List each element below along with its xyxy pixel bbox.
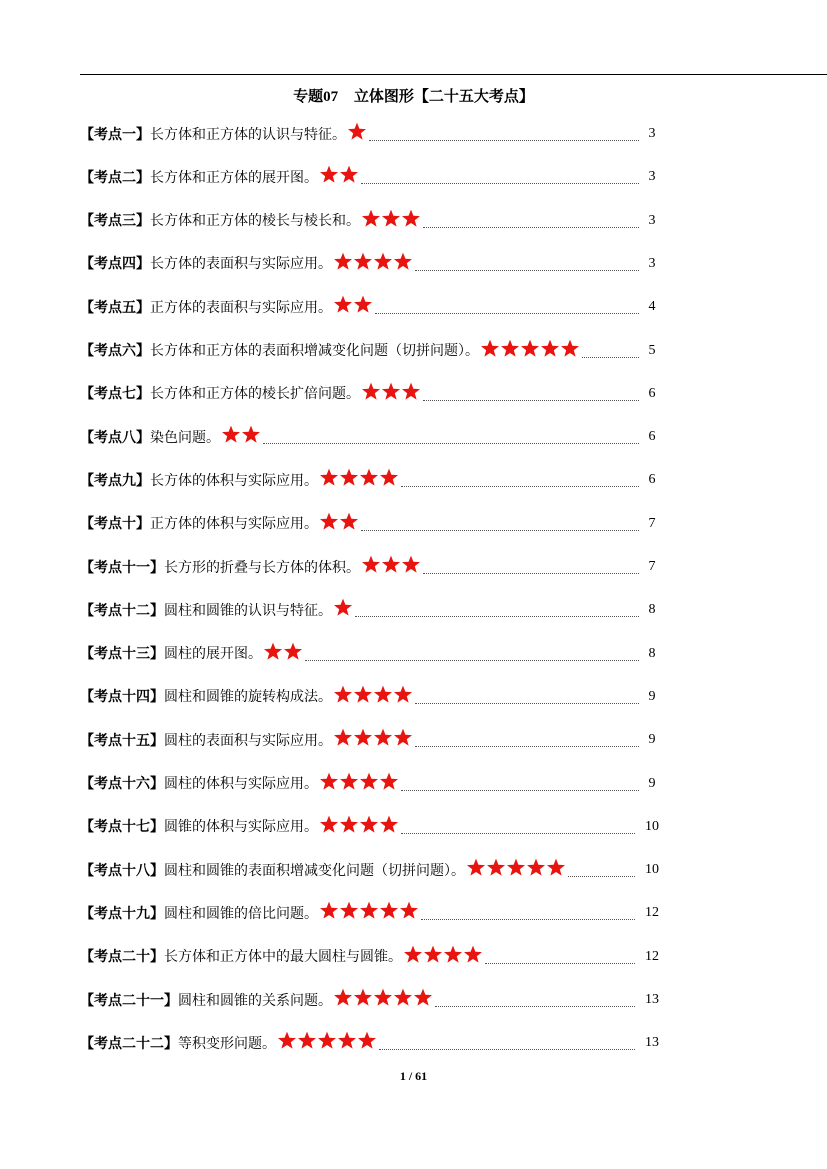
star-icon	[333, 685, 353, 708]
toc-entry-label: 【考点二十】	[80, 949, 164, 966]
difficulty-stars	[333, 685, 413, 708]
toc-leader-dots	[415, 745, 639, 747]
difficulty-stars	[466, 858, 566, 881]
star-icon	[319, 468, 339, 491]
toc-page-number: 9	[648, 732, 656, 748]
star-icon	[339, 468, 359, 491]
star-icon	[423, 945, 443, 968]
page-number-footer: 1 / 61	[399, 1069, 428, 1083]
toc-leader-dots	[305, 659, 639, 661]
difficulty-stars	[319, 512, 359, 535]
star-icon	[359, 901, 379, 924]
toc-leader-dots	[582, 356, 639, 358]
toc-entry-label: 【考点十五】	[80, 732, 164, 749]
star-icon	[393, 685, 413, 708]
toc-page-number: 7	[648, 515, 656, 531]
toc-entry[interactable]	[80, 762, 399, 805]
toc-page-number: 3	[648, 212, 656, 228]
toc-leader-dots	[485, 962, 635, 964]
toc-entry-label: 【考点九】	[80, 472, 150, 489]
toc-page-number: 3	[648, 169, 656, 185]
star-icon	[317, 1031, 337, 1054]
toc-entry[interactable]	[80, 891, 419, 934]
toc-entry-label: 【考点十七】	[80, 819, 164, 836]
star-icon	[540, 339, 560, 362]
difficulty-stars	[333, 728, 413, 751]
difficulty-stars	[333, 252, 413, 275]
star-icon	[401, 555, 421, 578]
toc-leader-dots	[361, 182, 639, 184]
star-icon	[337, 1031, 357, 1054]
toc-entry-label: 【考点十三】	[80, 646, 164, 663]
star-icon	[357, 1031, 377, 1054]
toc-entry-label: 【考点七】	[80, 386, 150, 403]
difficulty-stars	[221, 425, 261, 448]
difficulty-stars	[319, 772, 399, 795]
star-icon	[339, 815, 359, 838]
difficulty-stars	[319, 468, 399, 491]
toc-entry-title: 圆柱的展开图。	[164, 646, 262, 663]
toc-entry[interactable]	[80, 285, 373, 328]
title-prefix: 专题	[293, 87, 324, 105]
toc-leader-dots	[401, 832, 635, 834]
star-icon	[373, 685, 393, 708]
star-icon	[319, 165, 339, 188]
toc-leader-dots	[263, 442, 639, 444]
toc-entry-label: 【考点二十二】	[80, 1035, 178, 1052]
toc-page-number: 9	[648, 775, 656, 791]
toc-entry-title: 圆柱和圆锥的倍比问题。	[164, 905, 318, 922]
page-title	[0, 85, 827, 106]
star-icon	[466, 858, 486, 881]
toc-page-number: 8	[648, 645, 656, 661]
star-icon	[353, 988, 373, 1011]
difficulty-stars	[263, 642, 303, 665]
toc-entry-label: 【考点十】	[80, 516, 150, 533]
star-icon	[297, 1031, 317, 1054]
toc-entry-title: 长方体和正方体的认识与特征。	[150, 126, 346, 143]
star-icon	[339, 901, 359, 924]
difficulty-stars	[361, 209, 421, 232]
star-icon	[263, 642, 283, 665]
toc-leader-dots	[401, 789, 639, 791]
star-icon	[333, 988, 353, 1011]
toc-entry-label: 【考点二十一】	[80, 992, 178, 1009]
star-icon	[361, 382, 381, 405]
toc-entry-label: 【考点五】	[80, 299, 150, 316]
toc-page-number: 12	[645, 905, 659, 921]
star-icon	[379, 901, 399, 924]
star-icon	[401, 382, 421, 405]
star-icon	[520, 339, 540, 362]
difficulty-stars	[333, 598, 353, 621]
toc-page-number: 3	[648, 255, 656, 271]
star-icon	[333, 728, 353, 751]
star-icon	[359, 772, 379, 795]
star-icon	[379, 772, 399, 795]
star-icon	[560, 339, 580, 362]
star-icon	[381, 555, 401, 578]
star-icon	[399, 901, 419, 924]
star-icon	[413, 988, 433, 1011]
star-icon	[353, 295, 373, 318]
toc-leader-dots	[421, 918, 635, 920]
star-icon	[393, 252, 413, 275]
star-icon	[373, 728, 393, 751]
toc-entry-label: 【考点十八】	[80, 862, 164, 879]
toc-entry[interactable]	[80, 1021, 377, 1064]
toc-leader-dots	[415, 702, 639, 704]
toc-leader-dots	[375, 312, 639, 314]
toc-entry-title: 长方体的体积与实际应用。	[150, 472, 318, 489]
toc-entry-title: 长方体和正方体的展开图。	[150, 169, 318, 186]
star-icon	[319, 772, 339, 795]
star-icon	[283, 642, 303, 665]
toc-entry[interactable]	[80, 935, 483, 978]
star-icon	[339, 165, 359, 188]
toc-leader-dots	[568, 875, 635, 877]
toc-entry[interactable]	[80, 805, 399, 848]
toc-entry-label: 【考点十一】	[80, 559, 164, 576]
toc-entry-title: 正方体的表面积与实际应用。	[150, 299, 332, 316]
toc-entry-label: 【考点十二】	[80, 602, 164, 619]
toc-entry-title: 圆柱和圆锥的旋转构成法。	[164, 689, 332, 706]
star-icon	[403, 945, 423, 968]
star-icon	[359, 815, 379, 838]
toc-entry-title: 圆柱和圆锥的表面积增减变化问题（切拼问题）。	[164, 862, 465, 879]
difficulty-stars	[403, 945, 483, 968]
star-icon	[221, 425, 241, 448]
star-icon	[480, 339, 500, 362]
toc-entry-title: 圆柱和圆锥的关系问题。	[178, 992, 332, 1009]
star-icon	[241, 425, 261, 448]
star-icon	[463, 945, 483, 968]
star-icon	[339, 772, 359, 795]
toc-entry-label: 【考点二】	[80, 169, 150, 186]
toc-leader-dots	[355, 615, 639, 617]
toc-entry[interactable]	[80, 458, 399, 501]
toc-entry-label: 【考点十九】	[80, 905, 164, 922]
star-icon	[506, 858, 526, 881]
toc-entry-label: 【考点六】	[80, 343, 150, 359]
star-icon	[443, 945, 463, 968]
toc-entry-title: 染色问题。	[150, 429, 220, 446]
toc-entry-label: 【考点十六】	[80, 776, 164, 792]
difficulty-stars	[277, 1031, 377, 1054]
difficulty-stars	[333, 295, 373, 318]
star-icon	[277, 1031, 297, 1054]
toc-entry[interactable]	[80, 199, 421, 242]
toc-entry[interactable]	[80, 155, 359, 198]
toc-leader-dots	[401, 485, 639, 487]
toc-entry-label: 【考点四】	[80, 256, 150, 273]
star-icon	[359, 468, 379, 491]
toc-entry[interactable]	[80, 718, 413, 761]
toc-page-number: 5	[648, 342, 656, 358]
toc-leader-dots	[361, 529, 639, 531]
toc-entry[interactable]	[80, 675, 413, 718]
difficulty-stars	[319, 901, 419, 924]
star-icon	[353, 685, 373, 708]
star-icon	[333, 598, 353, 621]
toc-entry-title: 正方体的体积与实际应用。	[150, 516, 318, 533]
toc-entry[interactable]	[80, 978, 433, 1021]
toc-page-number: 3	[648, 126, 656, 141]
difficulty-stars	[480, 339, 580, 362]
difficulty-stars	[333, 988, 433, 1011]
toc-leader-dots	[423, 572, 639, 574]
toc-entry[interactable]	[80, 112, 367, 155]
toc-entry-title: 长方形的折叠与长方体的体积。	[164, 559, 360, 576]
title-main: 立体图形【二十五大考点】	[353, 87, 534, 105]
toc-entry-title: 长方体的表面积与实际应用。	[150, 256, 332, 273]
toc-page-number: 13	[645, 992, 659, 1007]
difficulty-stars	[319, 815, 399, 838]
star-icon	[393, 988, 413, 1011]
star-icon	[379, 468, 399, 491]
toc-entry[interactable]	[80, 415, 261, 458]
star-icon	[333, 252, 353, 275]
star-icon	[381, 382, 401, 405]
star-icon	[373, 988, 393, 1011]
toc-leader-dots	[379, 1048, 635, 1050]
star-icon	[381, 209, 401, 232]
toc-entry-title: 圆锥的体积与实际应用。	[164, 819, 318, 836]
star-icon	[347, 122, 367, 145]
star-icon	[319, 512, 339, 535]
toc-entry-title: 圆柱和圆锥的认识与特征。	[164, 602, 332, 619]
toc-entry[interactable]	[80, 632, 303, 675]
toc-page-number: 6	[648, 472, 656, 488]
toc-page-number: 6	[648, 385, 656, 401]
toc-entry-label: 【考点一】	[80, 126, 150, 143]
star-icon	[401, 209, 421, 232]
star-icon	[486, 858, 506, 881]
star-icon	[361, 555, 381, 578]
toc-leader-dots	[423, 399, 639, 401]
header-rule	[80, 74, 827, 75]
star-icon	[361, 209, 381, 232]
toc-page-number: 4	[648, 299, 656, 315]
toc-entry[interactable]	[80, 848, 566, 891]
toc-page-number: 10	[645, 862, 659, 878]
toc-page-number: 12	[645, 948, 659, 964]
toc-entry[interactable]	[80, 545, 421, 588]
toc-entry-title: 等积变形问题。	[178, 1035, 276, 1052]
star-icon	[546, 858, 566, 881]
toc-entry[interactable]	[80, 372, 421, 415]
toc-entry[interactable]	[80, 502, 359, 545]
star-icon	[319, 901, 339, 924]
difficulty-stars	[361, 382, 421, 405]
star-icon	[353, 252, 373, 275]
toc-leader-dots	[435, 1005, 635, 1007]
toc-entry-title: 长方体和正方体的表面积增减变化问题（切拼问题）。	[150, 343, 479, 359]
star-icon	[379, 815, 399, 838]
star-icon	[339, 512, 359, 535]
toc-entry[interactable]	[80, 329, 580, 372]
star-icon	[393, 728, 413, 751]
star-icon	[353, 728, 373, 751]
difficulty-stars	[361, 555, 421, 578]
toc-page-number: 13	[645, 1035, 659, 1051]
toc-entry-title: 圆柱的体积与实际应用。	[164, 776, 318, 792]
toc-page-number: 9	[648, 688, 656, 704]
star-icon	[500, 339, 520, 362]
toc-page-number: 8	[648, 602, 656, 618]
toc-leader-dots	[415, 269, 639, 271]
star-icon	[319, 815, 339, 838]
toc-page-number: 10	[645, 818, 659, 834]
toc-leader-dots	[423, 226, 639, 228]
toc-entry-label: 【考点十四】	[80, 689, 164, 706]
star-icon	[526, 858, 546, 881]
toc-leader-dots	[369, 139, 639, 141]
toc-entry-title: 长方体和正方体的棱长与棱长和。	[150, 213, 360, 230]
toc-entry-label: 【考点三】	[80, 213, 150, 230]
toc-entry-label: 【考点八】	[80, 429, 150, 446]
toc-entry[interactable]	[80, 588, 353, 631]
toc-entry-title: 长方体和正方体中的最大圆柱与圆锥。	[164, 949, 402, 966]
toc-page-number: 6	[648, 429, 656, 445]
toc-page-number: 7	[648, 559, 656, 574]
toc-entry[interactable]	[80, 242, 413, 285]
title-number: 07	[323, 89, 339, 105]
toc-entry-title: 圆柱的表面积与实际应用。	[164, 732, 332, 749]
star-icon	[373, 252, 393, 275]
star-icon	[333, 295, 353, 318]
toc-entry-title: 长方体和正方体的棱长扩倍问题。	[150, 386, 360, 403]
difficulty-stars	[319, 165, 359, 188]
difficulty-stars	[347, 122, 367, 145]
